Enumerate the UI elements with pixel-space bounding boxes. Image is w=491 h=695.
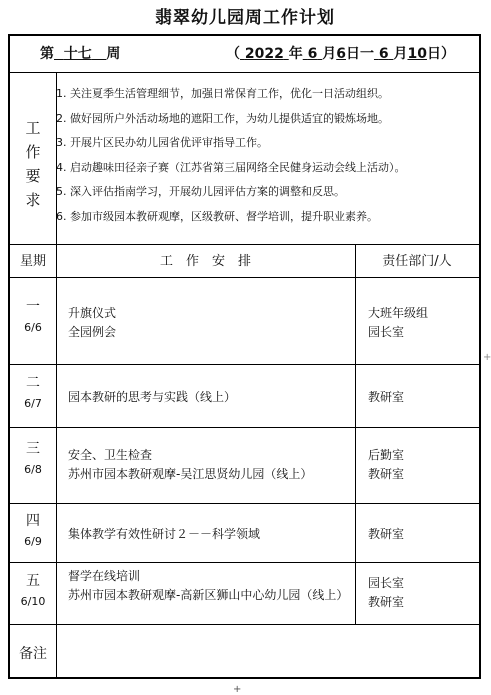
header-dept: 责任部门/人 [382,254,452,269]
row-divider [10,503,479,504]
dept-item: 园长室 [368,325,405,339]
requirements-label: 工 作 要 求 [25,119,41,209]
task-item: 苏州市园本教研观摩-高新区狮山中心幼儿园（线上） [68,588,349,602]
depts-friday [368,574,476,612]
task-item: 安全、卫生检查 [68,448,153,462]
dept-item: 教研室 [368,527,405,541]
depts-monday [368,304,476,342]
task-item: 全园例会 [68,325,117,339]
dept-item: 园长室 [368,576,405,590]
date-range: （ 2022 年 6 月6日一 6 月10日） [226,46,455,62]
tasks-tuesday [68,388,358,407]
task-item: 升旗仪式 [68,306,117,320]
row-divider [10,624,479,625]
depts-wednesday [368,446,476,484]
depts-tuesday [368,388,476,407]
page-title: 翡翠幼儿园周工作计划 [155,8,335,28]
table-move-handle-icon[interactable]: + [233,684,242,695]
row-divider [10,364,479,365]
day-cell-tuesday: 二 6/7 [24,375,42,410]
requirement-item: 2. 做好园所户外活动场地的遮阳工作，为幼儿提供适宜的锻炼场地。 [56,111,389,125]
row-divider [10,562,479,563]
week-number: 十七 [63,46,92,62]
requirement-item: 4. 启动趣味田径亲子赛（江苏省第三届网络全民健身运动会线上活动）。 [56,160,406,174]
task-item: 苏州市园本教研观摩-吴江思贤幼儿园（线上） [68,467,313,481]
requirement-item: 1. 关注夏季生活管理细节，加强日常保育工作，优化一日活动组织。 [56,87,389,100]
tasks-thursday [68,525,358,544]
requirement-item: 3. 开展片区民办幼儿园省优评审指导工作。 [56,136,268,150]
day-cell-thursday: 四 6/9 [24,513,42,548]
header-work: 工 作 安 排 [159,254,251,269]
task-item: 督学在线培训 [68,569,141,583]
requirement-item: 5. 深入评估指南学习，开展幼儿园评估方案的调整和反思。 [56,185,345,199]
dept-item: 大班年级组 [368,306,429,320]
tasks-wednesday [68,446,358,484]
day-cell-wednesday: 三 6/8 [24,441,42,476]
task-item: 集体教学有效性研讨２－－科学领域 [68,527,261,541]
dept-item: 教研室 [368,467,405,481]
dept-item: 教研室 [368,390,405,404]
requirement-item: 6. 参加市级园本教研观摩，区级教研、督学培训，提升职业素养。 [56,209,378,223]
depts-thursday [368,525,476,544]
row-divider [10,72,479,73]
weekly-plan-table [8,34,481,679]
week-label: 第 十七 周 [40,46,121,62]
row-divider [10,427,479,428]
dept-item: 后勤室 [368,448,405,462]
tasks-friday [68,567,358,605]
task-item: 园本教研的思考与实践（线上） [68,390,237,404]
requirements-list [56,82,476,230]
header-day: 星期 [19,254,46,269]
day-cell-friday: 五 6/10 [20,573,46,608]
tasks-monday [68,304,358,342]
notes-label: 备注 [19,646,47,662]
dept-item: 教研室 [368,595,405,609]
day-cell-monday: 一 6/6 [24,299,42,334]
row-insert-handle-icon[interactable]: + [483,352,491,363]
